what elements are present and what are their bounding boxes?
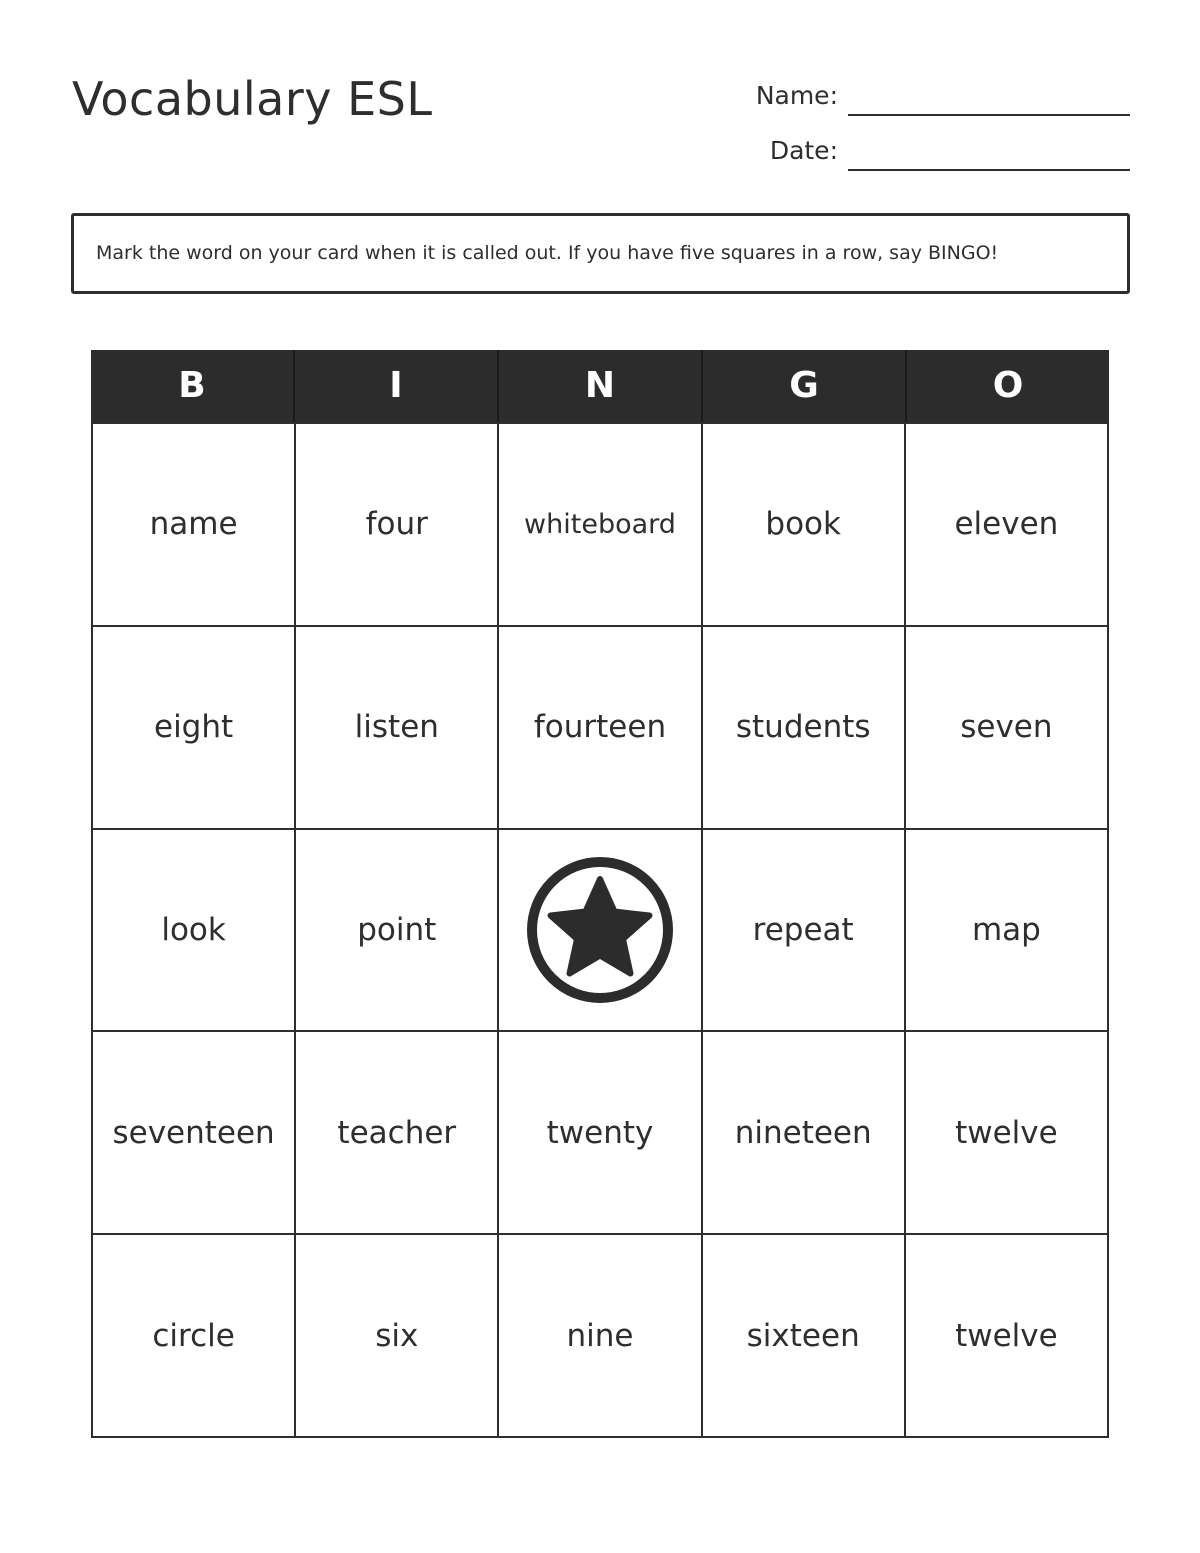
column-header-b: B	[91, 350, 295, 422]
bingo-cell[interactable]: map	[906, 830, 1109, 1033]
bingo-cell[interactable]: nineteen	[703, 1032, 906, 1235]
bingo-cell[interactable]: four	[296, 424, 499, 627]
star-in-circle-icon	[525, 855, 675, 1005]
bingo-cell[interactable]: eleven	[906, 424, 1109, 627]
bingo-cell[interactable]: nine	[499, 1235, 702, 1438]
bingo-cell[interactable]: sixteen	[703, 1235, 906, 1438]
bingo-cell[interactable]: name	[93, 424, 296, 627]
worksheet-title: Vocabulary ESL	[72, 72, 433, 126]
bingo-cell[interactable]: students	[703, 627, 906, 830]
bingo-cell[interactable]: twelve	[906, 1032, 1109, 1235]
bingo-cell[interactable]: repeat	[703, 830, 906, 1033]
date-label: Date:	[769, 136, 838, 165]
bingo-cell[interactable]: teacher	[296, 1032, 499, 1235]
bingo-cell[interactable]: circle	[93, 1235, 296, 1438]
bingo-cell[interactable]: book	[703, 424, 906, 627]
column-header-n: N	[499, 350, 703, 422]
column-header-o: O	[992, 365, 1024, 406]
name-blank-line[interactable]	[848, 114, 1130, 116]
bingo-cell[interactable]: seventeen	[93, 1032, 296, 1235]
bingo-cell[interactable]: seven	[906, 627, 1109, 830]
column-header-g: G	[703, 350, 907, 422]
bingo-cell[interactable]: six	[296, 1235, 499, 1438]
instructions-text: Mark the word on your card when it is called out. If you have five squares in a row, say BINGO!	[96, 242, 999, 264]
bingo-cell[interactable]: eight	[93, 627, 296, 830]
bingo-card	[91, 350, 1109, 1438]
free-space-cell[interactable]	[499, 830, 702, 1033]
date-field-row	[700, 131, 1130, 171]
instructions-box	[71, 213, 1130, 294]
bingo-cell[interactable]: twelve	[906, 1235, 1109, 1438]
column-header-i: I	[295, 350, 499, 422]
bingo-header-row	[91, 350, 1109, 422]
bingo-cell[interactable]: fourteen	[499, 627, 702, 830]
bingo-cell[interactable]: twenty	[499, 1032, 702, 1235]
bingo-cell[interactable]: listen	[296, 627, 499, 830]
name-field-row	[700, 76, 1130, 116]
name-label: Name:	[755, 81, 838, 110]
bingo-grid	[91, 422, 1109, 1438]
bingo-cell[interactable]: look	[93, 830, 296, 1033]
date-blank-line[interactable]	[848, 169, 1130, 171]
bingo-cell[interactable]: whiteboard	[499, 424, 702, 627]
bingo-cell[interactable]: point	[296, 830, 499, 1033]
